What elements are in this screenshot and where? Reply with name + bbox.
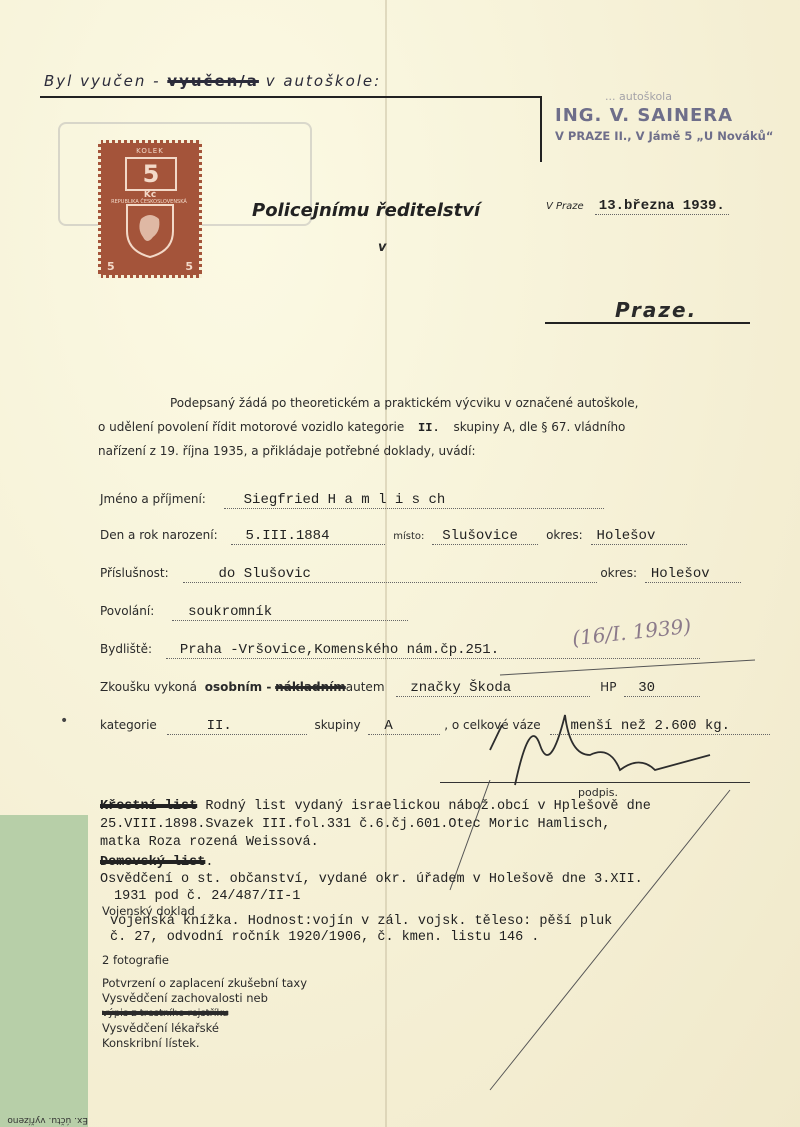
intro-line-2: [98, 420, 625, 435]
revenue-stamp-corner-left: 5: [107, 260, 115, 273]
citizen-line-2: 1931 pod č. 24/487/II-1: [114, 889, 301, 904]
revenue-stamp: [98, 140, 202, 278]
district2-value: Holešov: [645, 566, 741, 583]
revenue-stamp-currency: Kč: [143, 190, 157, 200]
group-label: skupiny: [314, 718, 361, 732]
trained-header: [44, 72, 381, 90]
district-label: okres:: [546, 528, 583, 542]
weight-label: , o celkové váze: [444, 718, 541, 732]
military-line-2: č. 27, odvodní ročník 1920/1906, č. kmen. listu 146 .: [110, 930, 540, 945]
exam-label: Zkoušku vykoná: [100, 680, 197, 694]
birth-cert-line-2: 25.VIII.1898.Svazek III.fol.331 č.6.čj.601.Otec Moric Hamlisch,: [100, 817, 611, 832]
green-backing-strip: [0, 815, 88, 1127]
trained-struck: vyučen/a: [167, 72, 259, 90]
city-rule: [545, 322, 750, 324]
category-label: kategorie: [100, 718, 157, 732]
addressee-in: v: [378, 240, 387, 255]
stamp-line-1: ... autoškola: [605, 90, 672, 103]
photos-item: 2 fotografie: [102, 953, 169, 967]
hp-value: 30: [624, 680, 700, 697]
district-value: Holešov: [591, 528, 687, 545]
group-value: A: [368, 718, 440, 735]
name-value: Siegfried H a m l i s ch: [224, 492, 604, 509]
intro-line-2a: o udělení povolení řídit motorové vozidlo kategorie: [98, 420, 405, 434]
paper-fold: [385, 0, 387, 1127]
signature-scrawl: [470, 655, 770, 795]
attachments-rest: [102, 976, 307, 1051]
revenue-stamp-label: KOLEK: [136, 147, 164, 155]
revenue-stamp-country: REPUBLIKA ČESKOSLOVENSKÁ: [111, 199, 187, 205]
attachments-citizenship: Domovský list. Osvědčení o st. občanství, vydané okr. úřadem v Holešově dne 3.XII. 1931 pod č. 24/487/II-1: [100, 855, 643, 904]
exam-vehicle-struck: nákladním: [275, 680, 346, 694]
place-value: Slušovice: [432, 528, 538, 545]
addressee-to: Policejnímu ředitelství: [252, 200, 481, 221]
revenue-stamp-corner-right: 5: [185, 260, 193, 273]
margin-mark: •: [60, 713, 69, 729]
intro-line-1: Podepsaný žádá po theoretickém a praktickém výcviku v označené autoškole,: [170, 396, 639, 410]
place-label: místo:: [393, 531, 425, 542]
district2-label: okres:: [600, 566, 637, 580]
trained-prefix: Byl vyučen -: [44, 72, 161, 90]
belong-label: Příslušnost:: [100, 566, 169, 580]
date-label: V Praze: [546, 201, 584, 212]
header-rule-vertical: [540, 96, 542, 162]
citizen-line-1: Osvědčení o st. občanství, vydané okr. úřadem v Holešově dne 3.XII.: [100, 872, 643, 887]
fee-item: Potvrzení o zaplacení zkušební taxy: [102, 976, 308, 990]
revenue-stamp-value: 5: [142, 160, 160, 188]
belong-value: do Slušovic: [183, 566, 597, 583]
date-line: [546, 194, 729, 215]
attachments-birth: [100, 798, 651, 852]
weight-value: menší než 2.600 kg.: [550, 718, 770, 735]
conscription-item: Konskribní lístek.: [102, 1036, 200, 1050]
exam-vehicle-b: autem: [345, 680, 385, 694]
medical-item: Vysvědčení lékařské: [102, 1021, 219, 1035]
stamp-line-3: V PRAZE II., V Jámě 5 „U Nováků“: [555, 129, 774, 143]
header-rule: [40, 96, 540, 98]
job-label: Povolání:: [100, 604, 155, 618]
intro-category: II.: [418, 421, 440, 435]
intro-line-2b: skupiny A, dle § 67. vládního: [453, 420, 626, 434]
intro-line-3: nařízení z 19. října 1935, a přikládaje potřebné doklady, uvádí:: [98, 444, 476, 458]
date-value: 13.března 1939.: [595, 198, 729, 215]
signature-label: podpis.: [578, 786, 618, 799]
struck-criminal-record: výpis z trestního rejstříku: [102, 1008, 229, 1019]
field-name-row: [100, 492, 604, 509]
conduct-item: Vysvědčení zachovalosti neb: [102, 991, 268, 1005]
field-job-row: [100, 604, 408, 621]
attachments-military: [110, 914, 612, 946]
trained-suffix: v autoškole:: [265, 72, 382, 90]
field-belong-row: [100, 566, 741, 583]
category-value: II.: [167, 718, 307, 735]
job-value: soukromník: [172, 604, 408, 621]
address-label: Bydliště:: [100, 642, 153, 656]
lion-shield-icon: [123, 201, 177, 259]
revenue-stamp-value-box: [125, 157, 177, 191]
margin-note: Ex. účtu. vyřízeno: [7, 1115, 88, 1125]
addressee-city: Praze.: [615, 298, 698, 322]
birth-cert-line-3: matka Roza rozená Weissová.: [100, 835, 319, 850]
handwritten-date-note: (16/I. 1939): [571, 613, 693, 651]
birth-cert-line-1: Rodný list vydaný israelickou nábož.obcí v Hplešově dne: [205, 799, 651, 814]
struck-domicile-cert: Domovský list: [100, 855, 206, 870]
stamp-line-2: ING. V. SAINERA: [555, 105, 734, 126]
military-line-1: vojenská knížka. Hodnost:vojín v zál. vojsk. těleso: pěší pluk: [110, 914, 613, 929]
hp-label: HP: [600, 680, 617, 694]
birth-value: 5.III.1884: [231, 528, 385, 545]
school-stamp: [555, 90, 795, 143]
struck-baptism-cert: Křestní list: [100, 799, 198, 814]
birth-label: Den a rok narození:: [100, 528, 218, 542]
exam-vehicle-a: osobním -: [204, 680, 272, 694]
name-label: Jméno a příjmení:: [100, 492, 206, 506]
military-label: Vojenský doklad: [102, 904, 195, 918]
brand-value: značky Škoda: [396, 680, 590, 697]
address-value: Praha -Vršovice,Komenského nám.čp.251.: [166, 642, 700, 659]
field-birth-row: [100, 528, 687, 545]
